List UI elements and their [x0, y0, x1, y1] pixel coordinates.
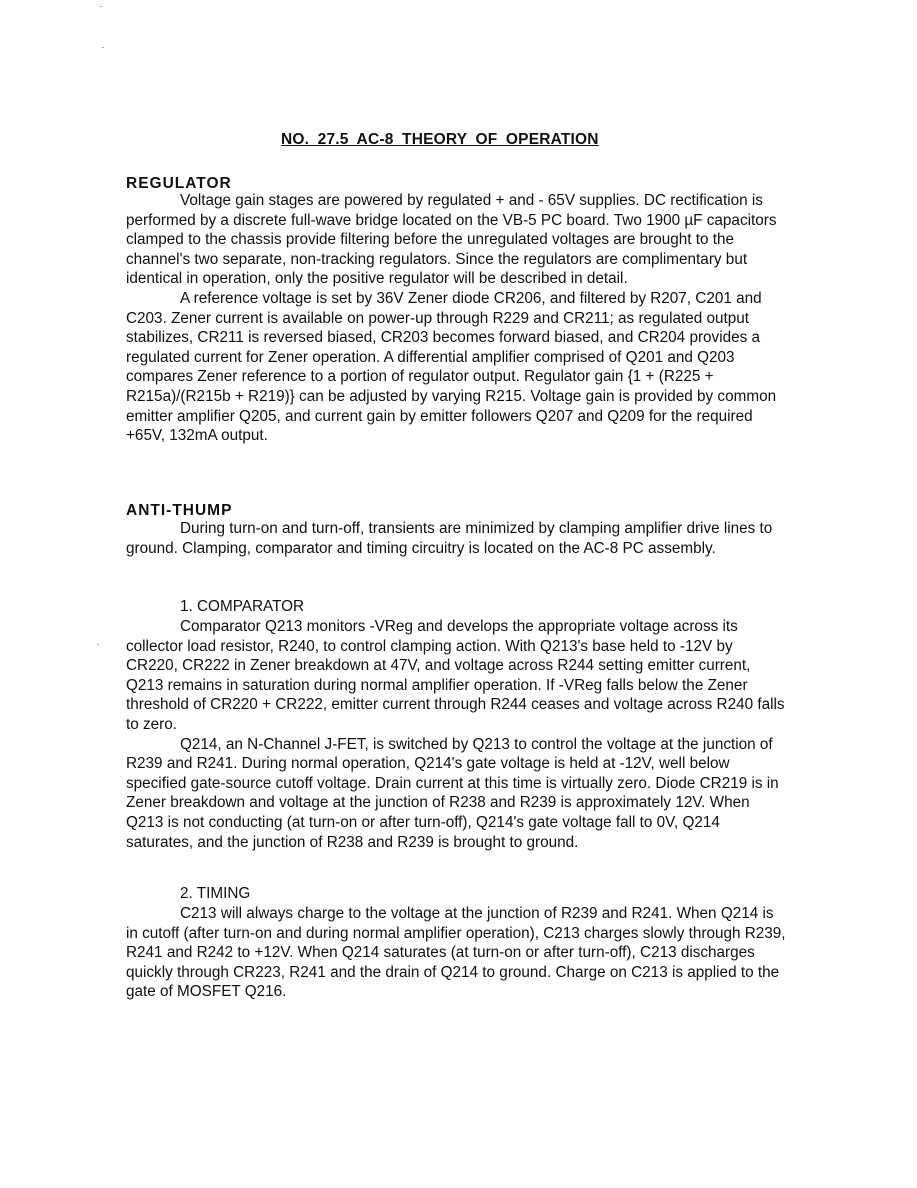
page-title: NO. 27.5 AC-8 THEORY OF OPERATION	[281, 131, 599, 148]
anti-thump-body	[126, 519, 786, 558]
regulator-body	[126, 191, 786, 446]
section-heading-anti-thump: ANTI-THUMP	[126, 502, 233, 519]
comparator-paragraph-2: Q214, an N-Channel J-FET, is switched by Q213 to control the voltage at the junction of R239 and R241. During normal operation, Q214's gate voltage is held at -12V, well below specified gate-source cutoff voltage. Drain current at this time is virtually zero. Diode CR219 is in Zener breakdown and voltage at the junction of R238 and R239 is approximately 12V. When Q213 is not conducting (at turn-on or after turn-off), Q214's gate voltage fall to 0V, Q214 saturates, and the junction of R238 and R239 is brought to ground.	[126, 735, 779, 851]
timing-paragraph-1: C213 will always charge to the voltage at the junction of R239 and R241. When Q214 is in cutoff (after turn-on and during normal amplifier operation), C213 charges slowly through R239, R241 and R242 to +12V. When Q214 saturates (at turn-on or after turn-off), C213 discharges quickly through CR223, R241 and the drain of Q214 to ground. Charge on C213 is applied to the gate of MOSFET Q216.	[126, 905, 786, 1001]
subsection-heading-timing: 2. TIMING	[180, 885, 251, 902]
regulator-paragraph-2: A reference voltage is set by 36V Zener diode CR206, and filtered by R207, C201 and C203. Zener current is available on power-up through R229 and CR211; as regulated output stabilizes, CR211 is reversed biased, CR203 becomes forward biased, and CR204 provides a regulated current for Zener operation. A differential amplifier comprised of Q201 and Q203 compares Zener reference to a portion of regulator output. Regulator gain {1 + (R225 + R215a)/(R215b + R219)} can be adjusted by varying R215. Voltage gain is provided by common emitter amplifier Q205, and current gain by emitter followers Q207 and Q209 for the required +65V, 132mA output.	[126, 289, 777, 445]
anti-thump-paragraph-1: During turn-on and turn-off, transients are minimized by clamping amplifier drive lines to ground. Clamping, comparator and timing circuitry is located on the AC-8 PC assembly.	[126, 520, 773, 557]
comparator-paragraph-1: Comparator Q213 monitors -VReg and develops the appropriate voltage across its collector load resistor, R240, to control clamping action. With Q213's base held to -12V by CR220, CR222 in Zener breakdown at 47V, and voltage across R244 setting emitter current, Q213 remains in saturation during normal amplifier operation. If -VReg falls below the Zener threshold of CR220 + CR222, emitter current through R244 ceases and voltage across R240 falls to zero.	[126, 618, 785, 733]
comparator-body	[126, 617, 786, 852]
scan-speck	[102, 47, 104, 48]
regulator-paragraph-1: Voltage gain stages are powered by regulated + and - 65V supplies. DC rectification is performed by a discrete full-wave bridge located on the VB-5 PC board. Two 1900 µF capacitors clamped to the chassis provide filtering before the unregulated voltages are brought to the channel's two separate, non-tracking regulators. Since the regulators are complimentary but identical in operation, only the positive regulator will be described in detail.	[126, 192, 777, 288]
timing-body	[126, 904, 786, 1002]
scan-speck	[97, 644, 99, 645]
section-heading-regulator: REGULATOR	[126, 175, 232, 192]
scan-speck	[100, 6, 102, 7]
subsection-heading-comparator: 1. COMPARATOR	[180, 598, 305, 615]
